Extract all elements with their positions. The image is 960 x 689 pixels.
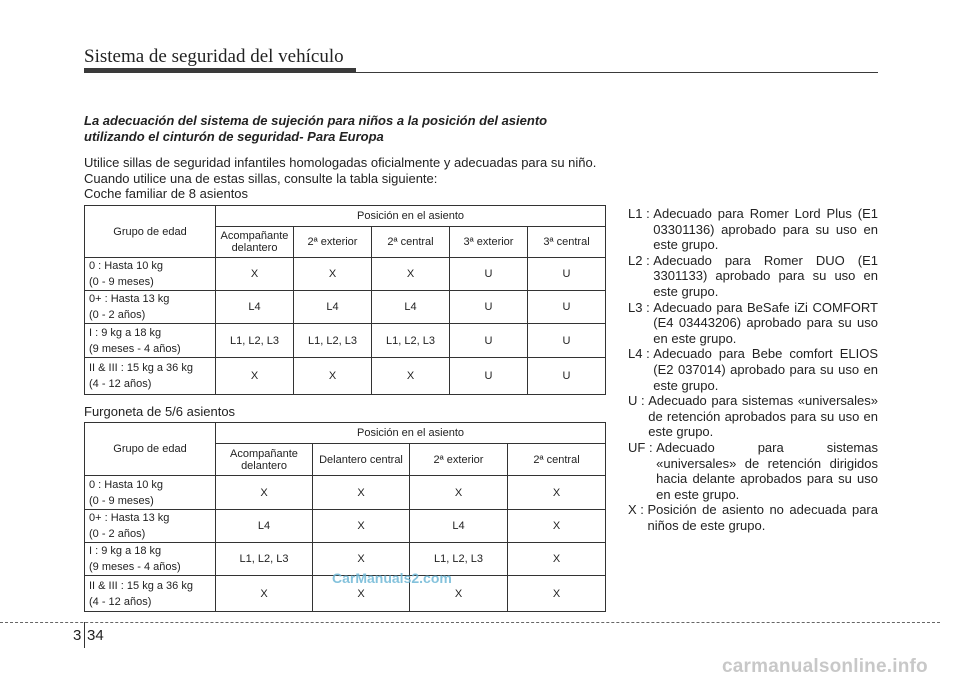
suitability-cell: U (450, 291, 528, 324)
seat-position-header: Posición en el asiento (216, 206, 606, 227)
suitability-cell: X (313, 543, 410, 576)
suitability-cell: U (528, 358, 606, 395)
legend-text: Adecuado para BeSafe iZi COMFORT (E4 03443206) aprobado para su uso en este grupo. (653, 299, 878, 346)
age-range: (0 - 2 años) (89, 309, 146, 321)
legend-code: L1 : (628, 206, 654, 221)
table-row (85, 476, 606, 510)
age-range: (9 meses - 4 años) (89, 561, 181, 573)
suitability-cell: U (450, 258, 528, 291)
suitability-cell: L1, L2, L3 (372, 324, 450, 358)
column-header: Acompañante delantero (216, 444, 313, 476)
age-group-cell (85, 476, 216, 510)
legend-code: U : (628, 393, 649, 409)
legend-text: Adecuado para sistemas «universales» de retención dirigidos hacia delante aprobados para su uso en este grupo. (656, 439, 878, 502)
legend-item (628, 502, 878, 533)
suitability-cell: L4 (294, 291, 372, 324)
age-range: (0 - 9 meses) (89, 494, 154, 507)
age-group-cell (85, 324, 216, 358)
legend-code: UF : (628, 439, 657, 455)
age-group-cell (85, 576, 216, 612)
suitability-cell: X (410, 476, 508, 510)
suitability-cell: L4 (216, 291, 294, 324)
page-header-title: Sistema de seguridad del vehículo (84, 46, 344, 67)
age-group-cell (85, 291, 216, 324)
column-header: Delantero central (313, 444, 410, 476)
suitability-cell: X (294, 258, 372, 291)
column-header: 2ª central (372, 227, 450, 258)
suitability-cell: U (528, 324, 606, 358)
legend-text: Adecuado para Bebe comfort ELIOS (E2 037014) aprobado para su uso en este grupo. (653, 346, 878, 393)
footer-dashed-rule (0, 622, 940, 623)
table2-caption: Furgoneta de 5/6 asientos (84, 404, 236, 419)
legend-code: L3 : (628, 299, 654, 315)
subtitle-line-1: La adecuación del sistema de sujeción para niños a la posición del asiento (84, 113, 548, 128)
age-group-cell (85, 258, 216, 291)
suitability-cell: U (450, 324, 528, 358)
age-range: (4 - 12 años) (89, 595, 152, 608)
age-group-cell (85, 543, 216, 576)
suitability-cell: U (528, 258, 606, 291)
age-weight: II & III : 15 kg a 36 kg (89, 579, 193, 592)
legend-text: Adecuado para sistemas «universales» de retención aprobados para su uso en este grupo. (648, 393, 878, 440)
column-header: 2ª exterior (294, 227, 372, 258)
age-weight: I : 9 kg a 18 kg (89, 545, 162, 557)
suitability-cell: L1, L2, L3 (216, 324, 294, 358)
legend-text: Posición de asiento no adecuada para niños de este grupo. (647, 502, 878, 533)
suitability-cell: L4 (372, 291, 450, 324)
column-header: 2ª central (508, 444, 606, 476)
watermark-text: CarManuals2.com (332, 570, 452, 586)
table-row (85, 324, 606, 358)
table-row (85, 358, 606, 395)
suitability-cell: X (508, 510, 606, 543)
age-range: (9 meses - 4 años) (89, 342, 181, 355)
section-subtitle (84, 113, 624, 145)
suitability-cell: X (508, 576, 606, 612)
legend-text: Adecuado para Romer Lord Plus (E1 03301136) aprobado para su uso en este grupo. (653, 206, 878, 253)
table1-caption: Coche familiar de 8 asientos (84, 186, 249, 201)
column-header: 3ª central (528, 227, 606, 258)
age-range: (0 - 2 años) (89, 528, 146, 540)
legend-text: Adecuado para Romer DUO (E1 3301133) aprobado para su uso en este grupo. (653, 252, 878, 299)
suitability-cell: L1, L2, L3 (216, 543, 313, 576)
suitability-cell: X (508, 476, 606, 510)
suitability-cell: X (410, 576, 508, 612)
header-rule (84, 72, 878, 73)
suitability-cell: L4 (410, 510, 508, 543)
suitability-cell: L1, L2, L3 (294, 324, 372, 358)
age-range: (0 - 9 meses) (89, 276, 154, 288)
subtitle-line-2: utilizando el cinturón de seguridad- Para Europa (84, 129, 384, 144)
legend-item (628, 440, 878, 502)
table-row (85, 258, 606, 291)
legend-item (628, 300, 878, 347)
age-weight: 0 : Hasta 10 kg (89, 478, 163, 491)
age-weight: 0 : Hasta 10 kg (89, 260, 163, 272)
age-range: (4 - 12 años) (89, 378, 152, 390)
age-weight: 0+ : Hasta 13 kg (89, 293, 170, 305)
legend-item (628, 253, 878, 300)
age-weight: II & III : 15 kg a 36 kg (89, 362, 193, 374)
chapter-number: 3 (73, 627, 82, 644)
legend-list (628, 206, 878, 533)
suitability-cell: X (508, 543, 606, 576)
column-header: 2ª exterior (410, 444, 508, 476)
table-row (85, 510, 606, 543)
legend-code: L2 : (628, 252, 654, 268)
legend-code: X : (628, 502, 648, 518)
age-group-header: Grupo de edad (85, 206, 216, 258)
legend-code: L4 : (628, 346, 654, 362)
suitability-cell: X (216, 258, 294, 291)
page-number-divider (84, 622, 85, 648)
age-group-cell (85, 510, 216, 543)
suitability-cell: U (450, 358, 528, 395)
suitability-cell: X (294, 358, 372, 395)
suitability-cell: X (313, 476, 410, 510)
suitability-cell: X (216, 476, 313, 510)
page-number: 34 (87, 627, 104, 644)
seat-table-8-seater (84, 205, 606, 395)
seat-position-header: Posición en el asiento (216, 423, 606, 444)
legend-item (628, 206, 878, 253)
suitability-cell: X (313, 510, 410, 543)
age-group-cell (85, 358, 216, 395)
intro-paragraph: Utilice sillas de seguridad infantiles homologadas oficialmente y adecuadas para su niño. Cuando utilice una de estas sillas, consulte la tabla siguiente: (84, 155, 597, 186)
table-row (85, 291, 606, 324)
age-group-header: Grupo de edad (85, 423, 216, 476)
suitability-cell: X (372, 258, 450, 291)
legend-item (628, 393, 878, 440)
site-watermark: carmanualsonline.info (722, 656, 928, 677)
suitability-cell: X (216, 358, 294, 395)
legend-item (628, 346, 878, 393)
column-header: Acompañante delantero (216, 227, 294, 258)
age-weight: I : 9 kg a 18 kg (89, 326, 162, 339)
age-weight: 0+ : Hasta 13 kg (89, 512, 170, 524)
suitability-cell: X (216, 576, 313, 612)
suitability-cell: L1, L2, L3 (410, 543, 508, 576)
suitability-cell: X (372, 358, 450, 395)
suitability-cell: L4 (216, 510, 313, 543)
column-header: 3ª exterior (450, 227, 528, 258)
suitability-cell: U (528, 291, 606, 324)
suitability-cell: X (313, 576, 410, 612)
